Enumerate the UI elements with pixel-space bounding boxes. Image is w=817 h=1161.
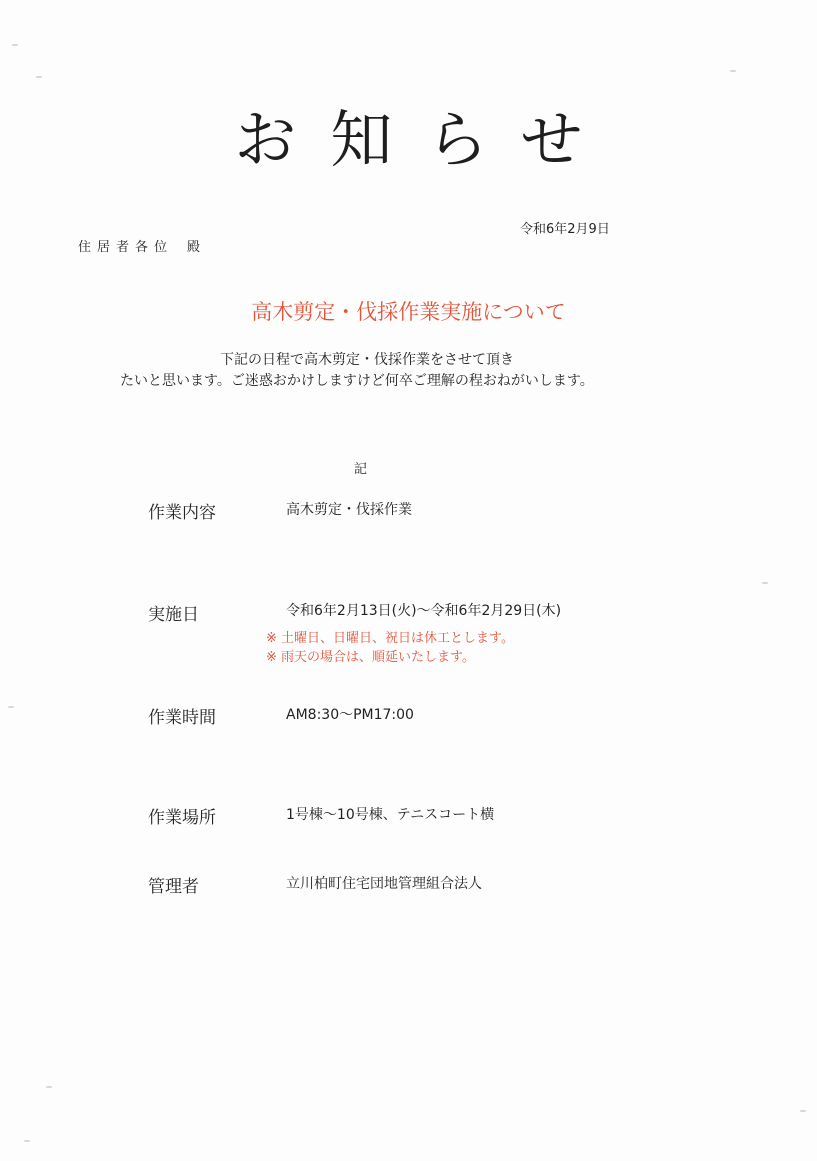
manager-label: 管理者 bbox=[148, 877, 199, 897]
rain-note: ※ 雨天の場合は、順延いたします。 bbox=[266, 650, 475, 665]
time-value: AM8:30～PM17:00 bbox=[286, 707, 414, 723]
intro-line-1: 下記の日程で高木剪定・伐採作業をさせて頂き bbox=[220, 352, 514, 368]
date-label: 実施日 bbox=[148, 605, 199, 625]
scan-speck bbox=[800, 1110, 806, 1112]
place-value: 1号棟～10号棟、テニスコート横 bbox=[286, 807, 495, 823]
date-value: 令和6年2月13日(火)～令和6年2月29日(木) bbox=[286, 603, 562, 619]
scan-speck bbox=[12, 44, 18, 46]
time-label: 作業時間 bbox=[148, 708, 216, 728]
recipient-line bbox=[78, 236, 206, 255]
manager-value: 立川柏町住宅団地管理組合法人 bbox=[286, 876, 482, 892]
intro-paragraph bbox=[120, 350, 700, 392]
intro-line-2: たいと思います。ご迷惑おかけしますけど何卒ご理解の程おねがいします。 bbox=[120, 373, 594, 389]
scan-speck bbox=[36, 76, 42, 78]
notice-title: お知らせ bbox=[234, 103, 617, 176]
ki-heading: 記 bbox=[354, 462, 368, 477]
issue-date: 令和6年2月9日 bbox=[520, 222, 610, 237]
scan-speck bbox=[24, 1140, 30, 1142]
scan-speck bbox=[762, 582, 768, 584]
scan-speck bbox=[8, 706, 14, 708]
recipient-suffix: 殿 bbox=[187, 240, 207, 255]
work-content-value: 高木剪定・伐採作業 bbox=[286, 502, 412, 518]
notice-subject: 高木剪定・伐採作業実施について bbox=[251, 300, 566, 324]
holiday-note: ※ 土曜日、日曜日、祝日は休工とします。 bbox=[266, 631, 514, 646]
recipient-text: 住居者各位 bbox=[78, 240, 174, 255]
place-label: 作業場所 bbox=[148, 808, 216, 828]
work-content-label: 作業内容 bbox=[148, 503, 216, 523]
scan-speck bbox=[46, 1086, 52, 1088]
scan-speck bbox=[730, 70, 736, 72]
